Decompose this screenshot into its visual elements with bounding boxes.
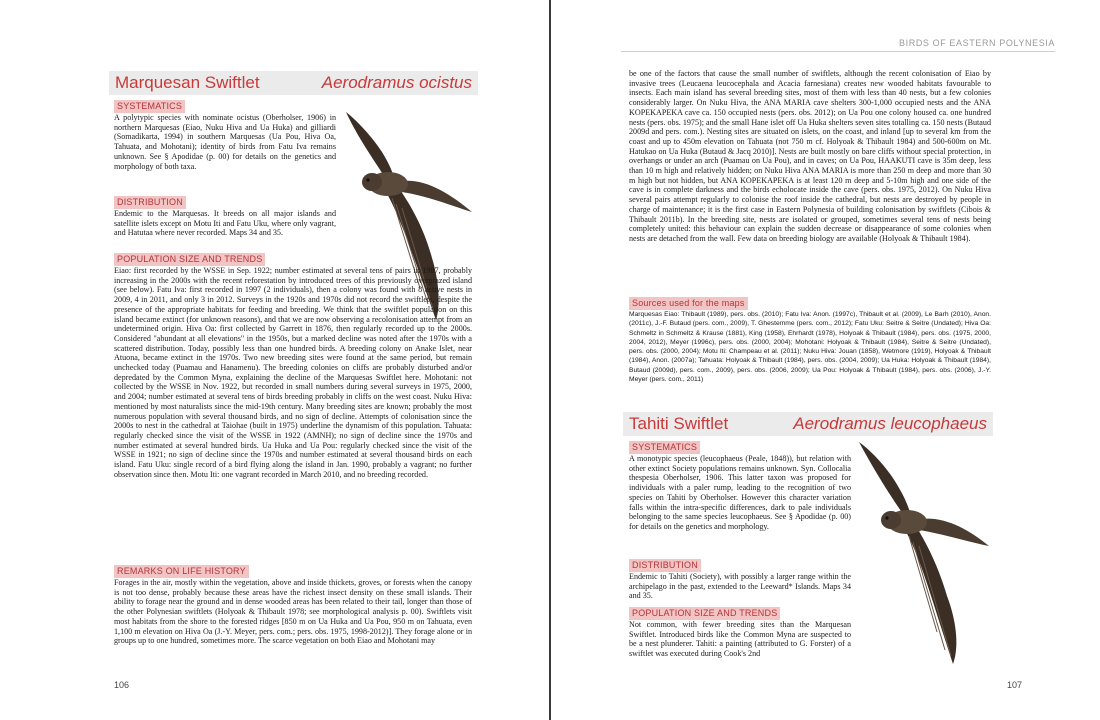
tahiti-swiftlet-illustration	[843, 436, 993, 666]
population-text: Eiao: first recorded by the WSSE in Sep. 1922; number estimated at several tens of pairs in 1987, probably increasing in the 2000s with the recent reforestation by introduced trees of this previously overgrazed island (see below). Fatu Iva: first recorded in 1997 (2 individuals), then a colony was found with 8 active nests in 2009, 4 in 2011, and only 3 in 2012. Surveys in the 1920s and 1970s did not record the swiftlets, despite the presence of the appropriate habitats for feeding and breeding. We think that the swiftlet population on this island became extinct (for unknown reasons), and that we are now observing a recolonisation attempt from an undetermined origin. Hiva Oa: first collected by Garrett in 1876, then regularly recorded up to the 2000s. Considered "abundant at all elevations" in the 1950s, but a marked decline was noted after the 1970s with a scattered distribution. Today, possibly less than one hundred birds. A breeding colony on Anake Islet, near Atuona, became extinct in the 1970s. Two new breeding sites were found at the same period, but remain unchecked today (Puamau and Hanamenu). The breeding colonies on cliffs are probably disturbed and/or depredated by the Common Myna, explaining the decline of the Marquesas Swiftlet here. Mohotani: not collected by the WSSE in Nov. 1922, but recorded in small numbers during several surveys in 1975, 2000, and 2004; number estimated at several tens of birds breeding probably in cliffs on the west coast. Nuku Hiva: mentioned by most naturalists since the mid-19th century. Many breeding sites are known; probably the most numerous population with several thousand birds, and no sign of decline. Attempts of colonisation since the 2000s to nest in the cathedral at Taiohae (built in 1975) underline the dynamism of this population. Tahuata: regularly checked since the visit of the WSSE in 1922 (AMNH); no sign of decline since the 1970s and number estimated at several hundred birds. Ua Huka and Ua Pou: regularly checked since the visit of the WSSE in 1921; no sign of decline since the 1970s and number estimated at several thousand birds on each island. Fatu Uku: single record of a bird flying along the island in Jan. 1990, probably a vagrant; no further observation since then. Motu Iti: one vagrant recorded in March 2010, and no breeding recorded.	[114, 266, 472, 479]
head	[881, 511, 901, 529]
section-heading-sources: Sources used for the maps	[629, 297, 748, 310]
systematics-text: A polytypic species with nominate ocistus (Oberholser, 1906) in northern Marquesas (Eiao, Nuku Hiva and Ua Huka) and gilliardi (Somadikarta, 1994) in southern Marquesas (Ua Pou, Hiva Oa, Tahuata, and Mohotani); identity of birds from Fatu Iva remains unknown. See § Apodidae (p. 00) for details on the genetics and morphology of both taxa.	[114, 113, 336, 171]
systematics-text-tahiti: A monotypic species (leucophaeus (Peale, 1848)), but relation with other extinct Society populations remains unknown. Syn. Collocalia thespesia Oberholser, 1906. This latter taxon was proposed for individuals with a paler rump, leading to the recognition of two species on Tahiti by Oberholser. However this character variation falls within the intra-specific differences, dark to pale individuals belonging to the same species leucophaeus. See § Apodidae (p. 00) for details on the genetics and morphology.	[629, 454, 851, 531]
scientific-name: Aerodramus ocistus	[321, 73, 472, 92]
section-heading-distribution-tahiti: DISTRIBUTION	[629, 559, 701, 572]
section-heading-systematics: SYSTEMATICS	[114, 100, 185, 113]
common-name: Tahiti Swiftlet	[629, 414, 729, 433]
continued-text: be one of the factors that cause the small number of swiftlets, although the recent colonisation of Eiao by invasive trees (Leucaena leucocephala and Acacia farnesiana) creates new wooded habitats favourable to insects. Each main island has several breeding sites, most of them with less than 40 nests, but a few colonies considerably larger. On Nuku Hiva, the ANA MARIA cave shelters 300-1,000 occupied nests and the ANA KOPEKAPEKA cave ca. 150 occupied nests (pers. obs. 2012); on Ua Pou one colony housed ca. one hundred nests (pers. obs. 1975); and the small Hane islet off Ua Huka shelters seven sites totalling ca. 150 nests (Butaud 2009d and pers. com.). Nesting sites are situated on islets, on the coast, and inland [up to several km from the coast and up to 450m elevation on Tahuata (not 750 m cf. Holyoak & Thibault 1984) and 500-600m on Mt. Hatukao on Ua Huka (Butaud & Jacq 2010)]. Nests are built mostly on bare cliffs without special protection, in overhangs or under an arch (Puamau on Ua Pou), and in caves; on Ua Pou, HAAKUTI cave is 35m deep, less than 10 m high and relatively hidden; on Nuku Hiva ANA MARIA is more than 250 m deep and more than 30 m high but not hidden, but ANA KOPEKAPEKA is at least 120 m deep and 5-10m high and one side of the cave is in complete darkness and the birds echolocate inside the cave (pers. obs. 1975, 2012). On Nuku Hiva several pairs attempt regularly to colonise the roof inside the cathedral, but nests are destroyed by people in charge of maintenance; it is the first case in Eastern Polynesia of building colonisation by swiftlets (Cibois & Thibault 2011b). In the breeding site, nests are isolated or grouped, sometimes several tens of nests being completely united: this behaviour can explain the sudden decrease or disappearance of some colonies when nests are detached from the wall. Few data on breeding biology are available (Holyoak & Thibault 1984).	[629, 69, 991, 243]
upper-wing	[346, 112, 394, 178]
left-page	[0, 0, 549, 720]
upper-wing	[859, 442, 911, 516]
distribution-text: Endemic to the Marquesas. It breeds on all major islands and satellite islets except on Motu Iti and Fatu Uku, where only vagrant, and Hatutaa where never recorded. Maps 34 and 35.	[114, 209, 336, 238]
section-heading-life-history: REMARKS ON LIFE HISTORY	[114, 565, 249, 578]
head	[362, 173, 382, 191]
common-name: Marquesan Swiftlet	[115, 73, 260, 92]
page-number-right: 107	[1006, 680, 1022, 690]
life-history-text: Forages in the air, mostly within the vegetation, above and inside thickets, groves, or forests when the canopy is not too dense, probably because these areas have the richest insect density on these small islands. Their ability to forage near the ground and in dense wooded areas has been related to their tail, longer than those of the other Polynesian swiftlets (Holyoak & Thibault 1978; see morphological analysis p. 00). Swiftlets visit most habitats from the shore to the forested ridges [850 m on Ua Huka and Ua Pou, 950 m on Tahuata, even 1,100 m elevation on Hiva Oa (J.-Y. Meyer, pers. com.; pers. obs. 1975, 1998-2012)]. They forage alone or in groups up to one hundred, sometimes more. The scarce vegetation on both Eiao and Mohotani may	[114, 578, 472, 646]
species-header-tahiti-swiftlet	[623, 412, 993, 436]
species-header-marquesan-swiftlet	[109, 71, 478, 95]
section-heading-distribution: DISTRIBUTION	[114, 196, 186, 209]
right-page	[551, 0, 1100, 720]
running-head: BIRDS OF EASTERN POLYNESIA	[621, 38, 1055, 52]
distribution-text-tahiti: Endemic to Tahiti (Society), with possibly a larger range within the archipelago in the past, extended to the Leeward* Islands. Maps 34 and 35.	[629, 572, 851, 601]
section-heading-population: POPULATION SIZE AND TRENDS	[114, 253, 265, 266]
section-heading-population-tahiti: POPULATION SIZE AND TRENDS	[629, 607, 780, 620]
sources-text: Marquesas Eiao: Thibault (1989), pers. obs. (2010); Fatu Iva: Anon. (1997c), Thibault et al. (2009), Le Barh (2010), Anon. (2011c), J.-F. Butaud (pers. com., 2009), T. Ghestemme (pers. com., 2012); Fatu Uku: Seitre & Seitre (Undated); Hiva Oa: Schmeltz in Schmeltz & Krause (1881), King (1958), Ehrhardt (1978), Holyoak & Thibault (1984), pers. obs. (1975, 2000, 2004, 2012), Meyer (1996c), pers. obs. (2000, 2004); Mohotani: Holyoak & Thibault (1984), Seitre & Seitre (Undated), pers. obs. (2000, 2004); Motu Iti: Champeau et al. (2011); Nuku Hiva: Jouan (1858), Wetmore (1919), Holyoak & Thibault (1984), Anon. (2007a); Tahuata: Holyoak & Thibault (1984), pers. obs. (2004, 2009); Ua Huka: Holyoak & Thibault (1984), Butaud (2009d), pers. com., 2009), pers. obs. (2006, 2009); Ua Pou: Holyoak & Thibault (1984), pers. obs. (2006), J.-Y. Meyer (pers. com., 2011)	[629, 311, 991, 384]
page-number-left: 106	[114, 680, 130, 690]
population-text-tahiti: Not common, with fewer breeding sites than the Marquesan Swiftlet. Introduced birds like the Common Myna are suspected to be a nest plunderer. Tahiti: a painting (attributed to G. Forster) of a swiftlet was executed during Cook's 2nd	[629, 620, 851, 659]
section-heading-systematics-tahiti: SYSTEMATICS	[629, 441, 700, 454]
scientific-name: Aerodramus leucophaeus	[793, 414, 987, 433]
